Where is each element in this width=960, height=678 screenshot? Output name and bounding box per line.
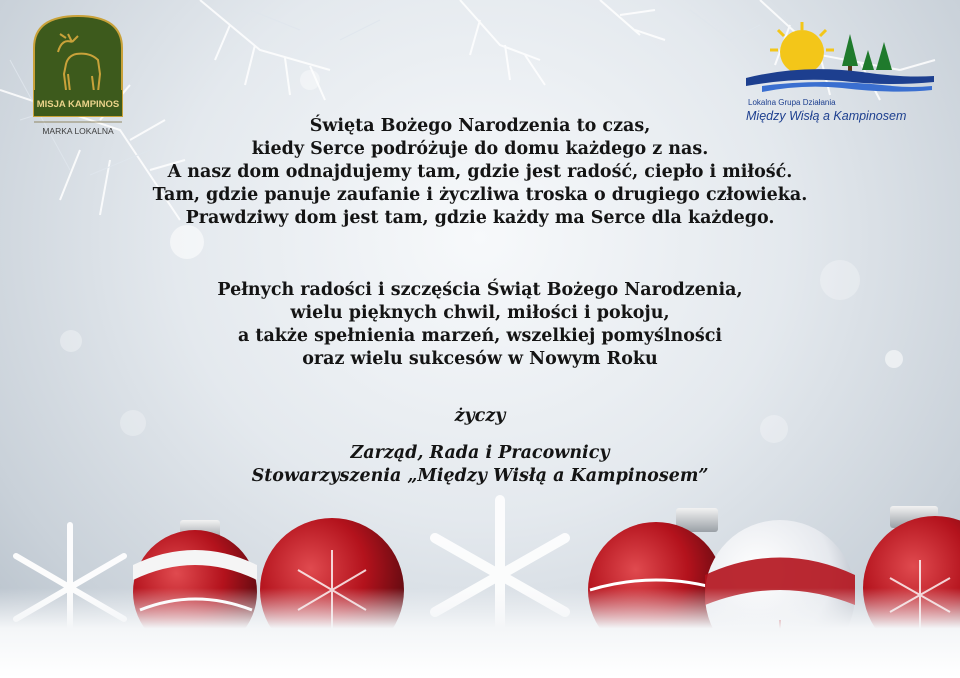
- greeting-paragraph-1: [0, 115, 960, 230]
- pine-trees-icon: [842, 34, 892, 72]
- greeting-line: Tam, gdzie panuje zaufanie i życzliwa troska o drugiego człowieka.: [152, 185, 808, 205]
- wishes-line: a także spełnienia marzeń, wszelkiej pomyślności: [237, 326, 723, 346]
- signoff-line: Stowarzyszenia „Między Wisłą a Kampinosem”: [251, 466, 709, 486]
- logo-name: MISJA KAMPINOS: [36, 99, 120, 110]
- greeting-paragraph-2: [0, 279, 960, 371]
- wishes-word: życzy: [454, 406, 506, 426]
- lgd-logo: [742, 20, 938, 126]
- wishes-line: Pełnych radości i szczęścia Świąt Bożego Narodzenia,: [217, 280, 743, 300]
- snow-ground: [0, 588, 960, 678]
- wishes-line: wielu pięknych chwil, miłości i pokoju,: [290, 303, 670, 323]
- sun-icon: [770, 22, 834, 74]
- greeting-line: Święta Bożego Narodzenia to czas,: [309, 116, 651, 136]
- greeting-line: kiedy Serce podróżuje do domu każdego z nas.: [251, 139, 709, 159]
- greeting-line: A nasz dom odnajdujemy tam, gdzie jest radość, ciepło i miłość.: [167, 162, 793, 182]
- lgd-name: Między Wisłą a Kampinosem: [746, 109, 907, 123]
- logo-subtitle: MARKA LOKALNA: [42, 126, 114, 136]
- greeting-line: Prawdziwy dom jest tam, gdzie każdy ma Serce dla każdego.: [185, 208, 775, 228]
- signoff-line: Zarząd, Rada i Pracownicy: [350, 443, 610, 463]
- lgd-small-label: Lokalna Grupa Działania: [748, 98, 836, 107]
- wishes-line: oraz wielu sukcesów w Nowym Roku: [302, 349, 658, 369]
